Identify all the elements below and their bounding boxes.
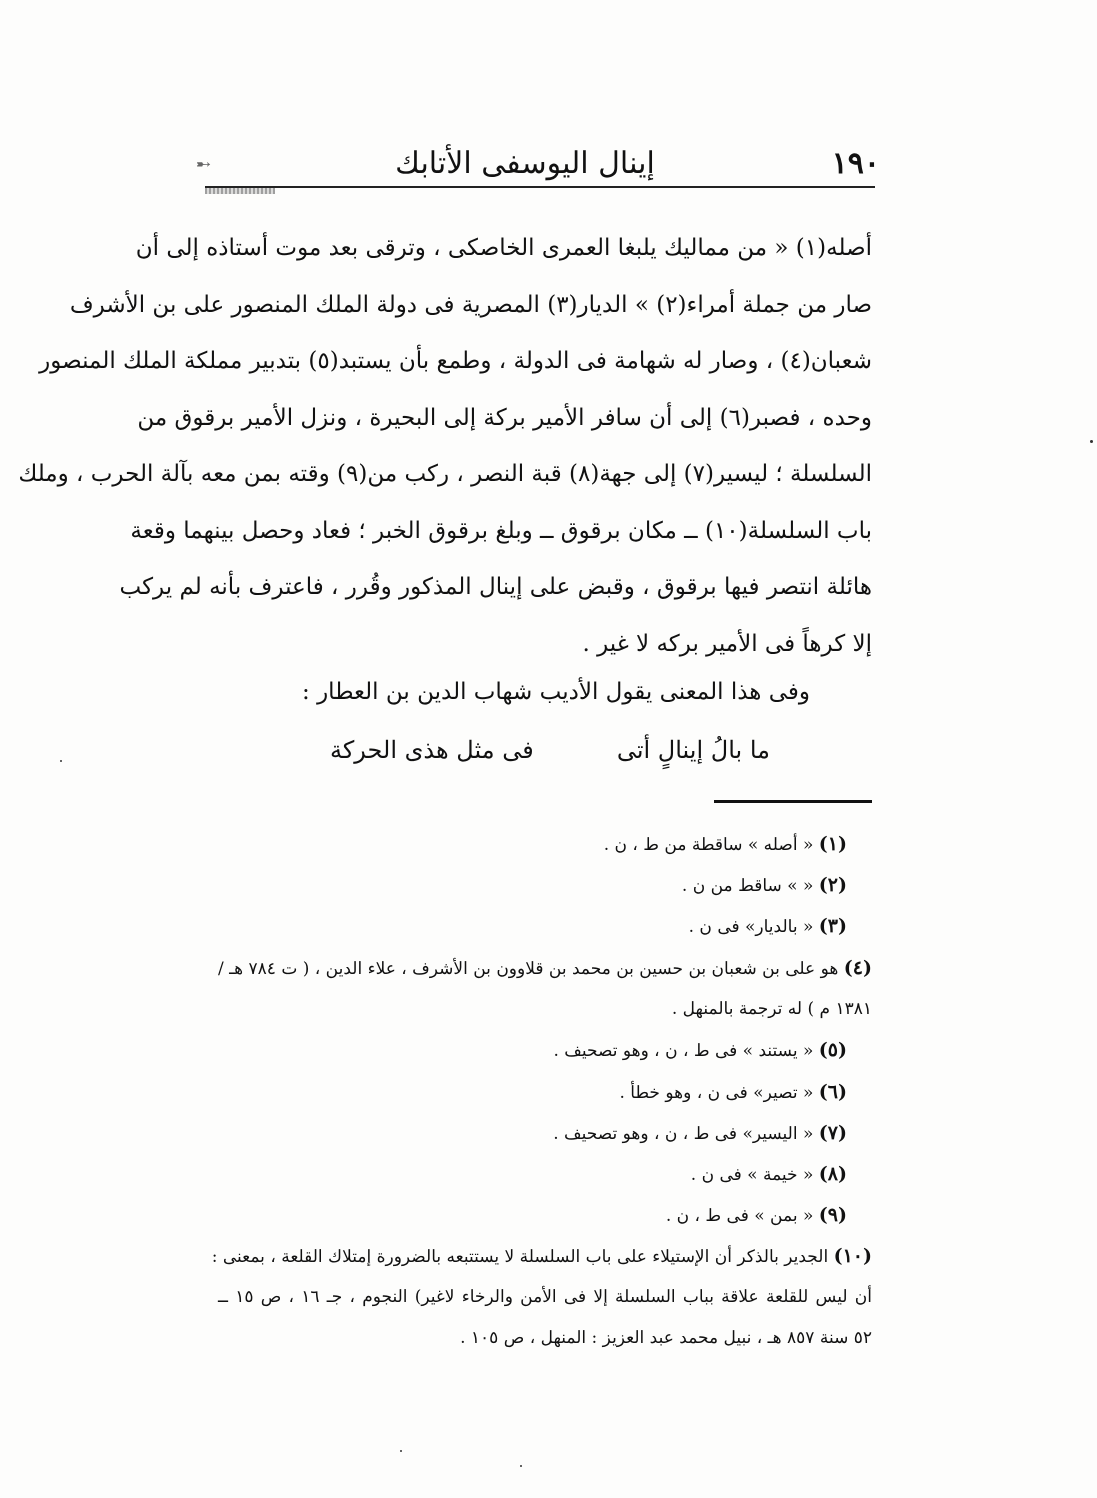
footnote-text: هو على بن شعبان بن حسين بن محمد بن قلاوون بن الأشرف ، علاء الدين ، ( ت ٧٨٤ هـ /: [218, 959, 839, 979]
body-line: إلا كرهاً فى الأمير بركه لا غير .: [582, 630, 872, 657]
footnote-continuation: [218, 1277, 872, 1317]
verse-second-hemistich: فى مثل هذى الحركة: [330, 736, 534, 764]
footnote-text: ٥٢ سنة ٨٥٧ هـ ، نبيل محمد عبد العزيز : المنهل ، ص ١٠٥ .: [460, 1328, 872, 1348]
body-line: باب السلسلة(١٠) ــ مكان برقوق ــ وبلغ برقوق الخبر ؛ فعاد وحصل بينهما وقعة: [130, 517, 872, 544]
footnote: [211, 1236, 872, 1277]
body-line: أصله(١) « من مماليك يلبغا العمرى الخاصكى ، وترقى بعد موت أستاذه إلى أن: [135, 235, 872, 261]
scan-speck: [520, 1465, 522, 1467]
footnote-number: (١): [818, 833, 847, 855]
verse-first-hemistich: ما بالُ إينالٍ أتى: [616, 736, 770, 764]
footnote-text: « يستند » فى ط ، ن ، وهو تصحيف .: [553, 1041, 814, 1061]
footnote: [604, 824, 847, 865]
footnote-number: (٧): [818, 1122, 847, 1144]
footnote-separator: [714, 800, 872, 803]
footnote: [689, 906, 847, 947]
footnote: [682, 865, 847, 906]
footnote: [553, 1030, 847, 1071]
footnote: [218, 948, 872, 989]
footnote-text: ١٣٨١ م ) له ترجمة بالمنهل .: [671, 999, 872, 1019]
body-line: هائلة انتصر فيها برقوق ، وقبض على إينال المذكور وقُرر ، فاعترف بأنه لم يركب: [119, 574, 872, 600]
footnote-text: « خيمة » فى ن .: [690, 1165, 814, 1185]
body-line: شعبان(٤) ، وصار له شهامة فى الدولة ، وطمع بأن يستبد(٥) بتدبير مملكة الملك المنصور: [39, 348, 872, 374]
header-rule-shading: [205, 188, 275, 194]
footnote-continuation: [672, 989, 872, 1029]
margin-mark: ➸: [196, 154, 212, 175]
verse: [330, 722, 770, 778]
footnote-text: « بالديار» فى ن .: [688, 917, 814, 937]
footnote-number: (٢): [818, 874, 847, 896]
footnote-text: الجدير بالذكر أن الإستيلاء على باب السلسلة لا يستتبعه بالضرورة إمتلاك القلعة ، بمعنى :: [211, 1247, 829, 1267]
footnote-number: (٦): [818, 1081, 847, 1103]
footnote-number: (٥): [818, 1039, 847, 1061]
footnote: [666, 1195, 847, 1236]
scan-speck: [1090, 440, 1093, 443]
footnote-text: « تصير» فى ن ، وهو خطأ .: [619, 1083, 814, 1103]
footnote-number: (٩): [818, 1204, 847, 1226]
body-paragraph: [18, 220, 872, 672]
footnote-text: « » ساقط من ن .: [681, 876, 814, 896]
body-line: صار من جملة أمراء(٢) » الديار(٣) المصرية فى دولة الملك المنصور على بن الأشرف: [69, 291, 872, 318]
scan-speck: [60, 760, 62, 762]
page-number: ١٩٠: [831, 146, 880, 181]
footnote-number: (٤): [843, 957, 873, 979]
footnote-number: (٨): [818, 1163, 847, 1185]
footnote-number: (١٠): [833, 1245, 872, 1267]
body-line: السلسلة ؛ ليسير(٧) إلى جهة(٨) قبة النصر ، ركب من(٩) وقته بمن معه بآلة الحرب ، وملك: [18, 461, 872, 487]
running-title: إينال اليوسفى الأتابك: [395, 146, 655, 181]
scan-speck: [400, 1450, 402, 1452]
footnote-text: « اليسير» فى ط ، ن ، وهو تصحيف .: [553, 1124, 814, 1144]
footnote-continuation: [460, 1318, 872, 1358]
footnote-number: (٣): [818, 915, 847, 937]
body-line: وحده ، فصبر(٦) إلى أن سافر الأمير بركة إلى البحيرة ، ونزل الأمير برقوق من: [137, 404, 872, 431]
header-rule: [205, 186, 875, 188]
footnote-text: « أصله » ساقطة من ط ، ن .: [603, 835, 814, 855]
footnote-text: « بمن » فى ط ، ن .: [665, 1206, 814, 1226]
footnote: [691, 1154, 847, 1195]
footnote: [553, 1113, 847, 1154]
footnote-text: أن ليس للقلعة علاقة بباب السلسلة إلا فى الأمن والرخاء لاغير) النجوم ، جـ ١٦ ، ص ١٥ ــ: [218, 1287, 872, 1307]
verse-intro: وفى هذا المعنى يقول الأديب شهاب الدين بن العطار :: [302, 679, 810, 705]
footnote: [620, 1072, 848, 1113]
